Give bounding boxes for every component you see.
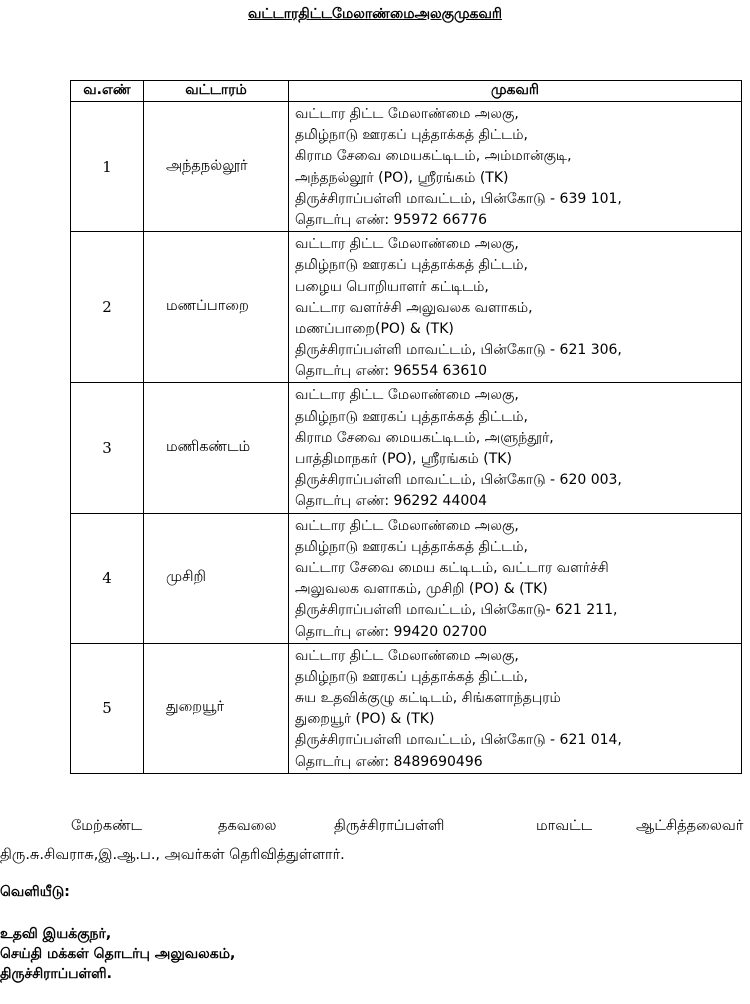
address-line: திருச்சிராப்பள்ளி மாவட்டம், பின்கோடு - 620 003,	[295, 472, 622, 489]
address-line: திருச்சிராப்பள்ளி மாவட்டம், பின்கோடு - 639 101,	[295, 190, 622, 207]
address-line: கிராம சேவை மையகட்டிடம், அளுந்தூர்,	[295, 429, 554, 446]
row-block-name: முசிறி	[144, 513, 289, 643]
signature-line: திருச்சிராப்பள்ளி.	[0, 966, 112, 982]
table-row	[71, 232, 742, 383]
address-line: திருச்சிராப்பள்ளி மாவட்டம், பின்கோடு- 621 211,	[295, 602, 618, 619]
table-row	[71, 643, 742, 773]
address-line: மணப்பாறை(PO) & (TK)	[295, 320, 454, 337]
address-line: வட்டார சேவை மைய கட்டிடம், வட்டார வளர்ச்சி	[295, 559, 609, 576]
address-line: வட்டார திட்ட மேலாண்மை அலகு,	[295, 106, 519, 122]
row-address	[289, 102, 742, 232]
row-block-name: மணப்பாறை	[144, 232, 289, 383]
paragraph-word: ஆட்சித்தலைவர்	[636, 818, 744, 834]
row-serial-no: 3	[71, 383, 144, 513]
address-line: தொடர்பு எண்: 99420 02700	[295, 623, 488, 640]
address-line: வட்டார வளர்ச்சி அலுவலக வளாகம்,	[295, 299, 533, 316]
address-line: வட்டார திட்ட மேலாண்மை அலகு,	[295, 387, 519, 404]
row-address	[289, 232, 742, 383]
address-line: சுய உதவிக்குழு கட்டிடம், சிங்களாந்தபுரம்	[295, 690, 561, 707]
header-address: முகவரி	[289, 81, 742, 102]
signature-line: உதவி இயக்குநர்,	[0, 926, 112, 942]
address-line: தமிழ்நாடு ஊரகப் புத்தாக்கத் திட்டம்,	[295, 408, 529, 425]
row-address	[289, 383, 742, 513]
paragraph-word: மாவட்ட	[536, 818, 593, 834]
paragraph-word: திருச்சிராப்பள்ளி	[334, 818, 445, 834]
address-line: பழைய பொறியாளர் கட்டிடம்,	[295, 278, 489, 295]
header-serial-no: வ.எண்	[71, 81, 144, 102]
release-label: வெளியீடு:	[0, 884, 70, 900]
address-line: தமிழ்நாடு ஊரகப் புத்தாக்கத் திட்டம்,	[295, 257, 529, 274]
table-row	[71, 102, 742, 232]
address-line: வட்டார திட்ட மேலாண்மை அலகு,	[295, 647, 519, 664]
address-line: துறையூர் (PO) & (TK)	[295, 711, 435, 728]
table-row	[71, 383, 742, 513]
row-address	[289, 643, 742, 773]
row-block-name: மணிகண்டம்	[144, 383, 289, 513]
paragraph-word: மேற்கண்ட	[71, 818, 143, 834]
address-line: தமிழ்நாடு ஊரகப் புத்தாக்கத் திட்டம்,	[295, 668, 529, 685]
address-line: தமிழ்நாடு ஊரகப் புத்தாக்கத் திட்டம்,	[295, 538, 529, 555]
address-line: தொடர்பு எண்: 8489690496	[295, 753, 483, 770]
address-line: பாத்திமாநகர் (PO), ஸ்ரீரங்கம் (TK)	[295, 451, 512, 467]
header-block: வட்டாரம்	[144, 81, 289, 102]
address-line: தொடர்பு எண்: 96554 63610	[295, 363, 488, 380]
address-line: அலுவலக வளாகம், முசிறி (PO) & (TK)	[295, 581, 548, 598]
row-serial-no: 1	[71, 102, 144, 232]
row-serial-no: 5	[71, 643, 144, 773]
table-header-row	[71, 81, 742, 102]
address-table	[70, 80, 742, 774]
address-line: வட்டார திட்ட மேலாண்மை அலகு,	[295, 517, 519, 534]
page-title: வட்டாரதிட்டமேலாண்மைஅலகுமுகவரி	[248, 6, 502, 22]
row-address	[289, 513, 742, 643]
address-line: தமிழ்நாடு ஊரகப் புத்தாக்கத் திட்டம்,	[295, 127, 529, 144]
address-line: தொடர்பு எண்: 96292 44004	[295, 493, 488, 510]
paragraph-word: தகவலை	[218, 818, 277, 834]
row-serial-no: 2	[71, 232, 144, 383]
row-block-name: அந்தநல்லூர்	[144, 102, 289, 232]
row-serial-no: 4	[71, 513, 144, 643]
row-block-name: துறையூர்	[144, 643, 289, 773]
paragraph-line-2: திரு.சு.சிவராசு,இ.ஆ.ப., அவர்கள் தெரிவித்துள்ளார்.	[0, 847, 345, 863]
address-line: திருச்சிராப்பள்ளி மாவட்டம், பின்கோடு - 621 014,	[295, 732, 622, 749]
address-line: அந்தநல்லூர் (PO), ஸ்ரீரங்கம் (TK)	[295, 169, 509, 186]
table-row	[71, 513, 742, 643]
address-line: திருச்சிராப்பள்ளி மாவட்டம், பின்கோடு - 621 306,	[295, 342, 622, 359]
signature-line: செய்தி மக்கள் தொடர்பு அலுவலகம்,	[0, 946, 236, 962]
address-line: தொடர்பு எண்: 95972 66776	[295, 211, 488, 228]
address-line: கிராம சேவை மையகட்டிடம், அம்மான்குடி,	[295, 148, 572, 165]
address-line: வட்டார திட்ட மேலாண்மை அலகு,	[295, 236, 519, 253]
